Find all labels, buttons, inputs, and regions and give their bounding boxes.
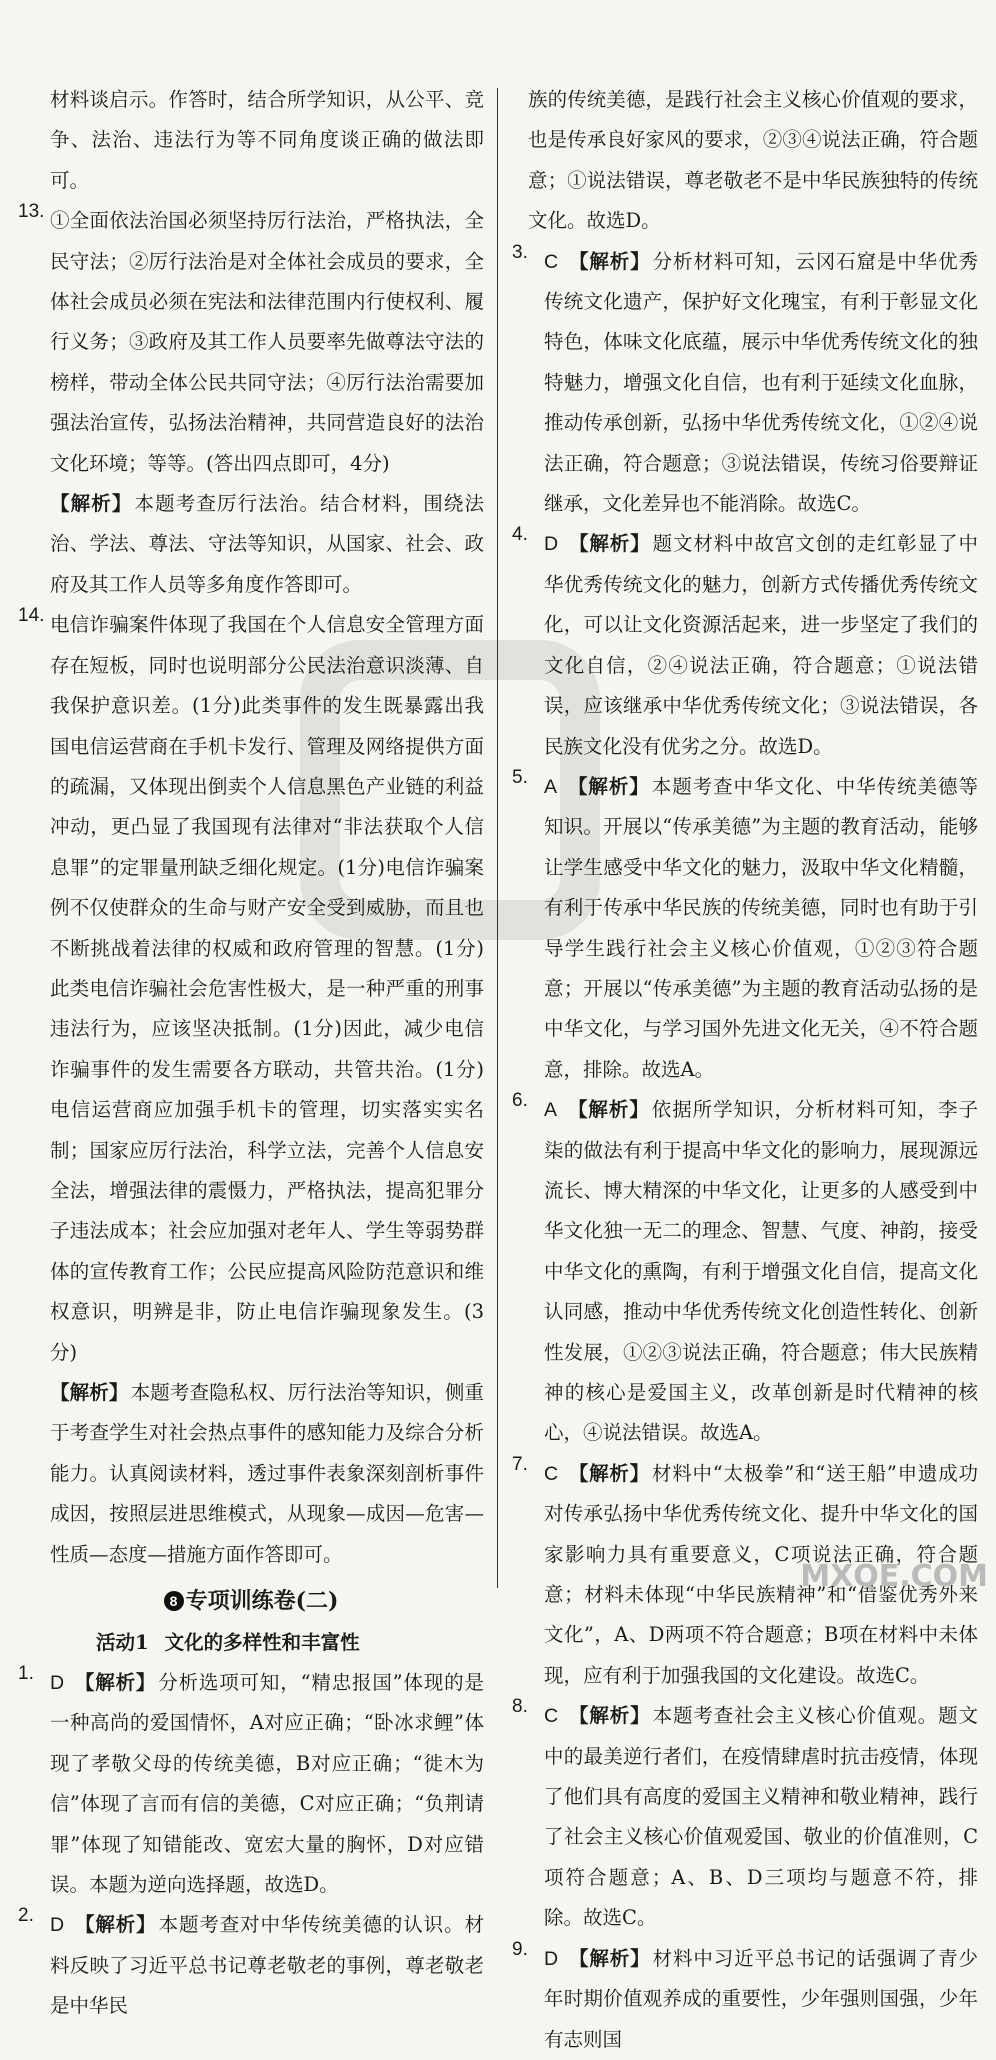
question-6 (512, 1090, 978, 1454)
analysis-tag: 【解析】 (567, 1098, 650, 1122)
question-2-continued: 族的传统美德，是践行社会主义核心价值观的要求，也是传承良好家风的要求，②③④说法正确，符合题意；①说法错误，尊老敬老不是中华民族独特的传统文化。故选D。 (528, 88, 978, 233)
answer-choice: A (544, 1099, 558, 1122)
question-number: 8. (512, 1696, 528, 1718)
analysis-text: 题文材料中故宫文创的走红彰显了中华优秀传统文化的魅力，创新方式传播优秀传统文化，可以让文化资源活起来，进一步坚定了我们的文化自信，②④说法正确，符合题意；①说法错误，应该继承中华优秀传统文化；③说法错误，各民族文化没有优劣之分。故选D。 (544, 532, 978, 758)
question-number: 9. (512, 1938, 528, 1960)
question-5 (512, 767, 978, 1090)
question-3 (512, 242, 978, 525)
analysis-tag: 【解析】 (568, 249, 651, 273)
site-watermark: MXQE.COM (800, 1559, 988, 1594)
question-number: 14. (18, 605, 45, 627)
answer-choice: D (50, 1914, 65, 1937)
answer-choice: C (544, 250, 559, 273)
activity-label: 活动1 (96, 1631, 149, 1655)
analysis-tag: 【解析】 (568, 1946, 651, 1970)
analysis-tag: 【解析】 (50, 1381, 129, 1404)
answer-choice: D (544, 1947, 559, 1970)
question-number: 13. (18, 201, 45, 223)
column-divider (497, 88, 498, 1588)
activity-title (18, 1623, 484, 1663)
analysis-tag: 【解析】 (568, 1704, 651, 1728)
analysis-text: 分析选项可知，“精忠报国”体现的是一种高尚的爱国情怀，A对应正确；“卧冰求鲤”体现了孝敬父母的传统美德，B对应正确；“徙木为信”体现了言而有信的美德，C对应正确；“负荆请罪”体现了知错能改、宽宏大量的胸怀，D对应错误。本题为逆向选择题，故选D。 (50, 1671, 484, 1897)
answer-choice: D (544, 533, 559, 556)
answer-choice: D (50, 1672, 65, 1695)
analysis-text: 材料中习近平总书记的话强调了青少年时期价值观养成的重要性，少年强则国强，少年有志则国 (544, 1946, 978, 2051)
analysis-tag: 【解析】 (74, 1913, 157, 1937)
analysis-text: 本题考查对中华传统美德的认识。材料反映了习近平总书记尊老敬老的事例，尊老敬老是中华民 (50, 1913, 484, 2018)
question-number: 5. (512, 766, 528, 788)
question-number: 3. (512, 241, 528, 263)
analysis-text: 本题考查隐私权、厉行法治等知识，侧重于考查学生对社会热点事件的感知能力及综合分析能力。认真阅读材料，透过事件表象深刻剖析事件成因，按照层进思维模式，从现象—成因—危害—性质—态度—措施方面作答即可。 (50, 1381, 484, 1566)
question-number: 1. (18, 1663, 34, 1685)
left-column (18, 80, 484, 2027)
question-8 (512, 1696, 978, 1938)
analysis-tag: 【解析】 (567, 774, 650, 798)
right-column (512, 80, 978, 2060)
analysis-tag: 【解析】 (50, 492, 133, 516)
question-13 (18, 201, 484, 605)
analysis-text: 本题考查社会主义核心价值观。题文中的最美逆行者们，在疫情肆虐时抗击疫情，体现了他们具有高度的爱国主义精神和敬业精神，践行了社会主义核心价值观爱国、敬业的价值准则，C项符合题意；A、B、D三项均与题意不符，排除。故选C。 (544, 1704, 978, 1930)
analysis-text: 本题考查中华文化、中华传统美德等知识。开展以“传承美德”为主题的教育活动，能够让学生感受中华文化的魅力，汲取中华文化精髓，有利于传承中华民族的传统美德，同时也有助于引导学生践行社会主义核心价值观，①②③符合题意；开展以“传承美德”为主题的教育活动弘扬的是中华文化，与学习国外先进文化无关，④不符合题意，排除。故选A。 (544, 774, 978, 1081)
question-2 (18, 1905, 484, 2026)
analysis-text: 材料中“太极拳”和“送王船”申遗成功对传承弘扬中华优秀传统文化、提升中华文化的国家影响力具有重要意义，C项说法正确，符合题意；材料未体现“中华民族精神”和“借鉴优秀外来文化”，A、D两项不符合题意；B项在材料中未体现，应有利于加强我国的文化建设。故选C。 (544, 1461, 978, 1687)
answer-text: 电信诈骗案件体现了我国在个人信息安全管理方面存在短板，同时也说明部分公民法治意识淡薄、自我保护意识差。(1分)此类事件的发生既暴露出我国电信运营商在手机卡发行、管理及网络提供方面的疏漏，又体现出倒卖个人信息黑色产业链的利益冲动，更凸显了我国现有法律对“非法获取个人信息罪”的定罪量刑缺乏细化规定。(1分)电信诈骗案例不仅使群众的生命与财产安全受到威胁，而且也不断挑战着法律的权威和政府管理的智慧。(1分)此类电信诈骗社会危害性极大，是一种严重的刑事违法行为，应该坚决抵制。(1分)因此，减少电信诈骗事件的发生需要各方联动，共管共治。(1分)电信运营商应加强手机卡的管理，切实落实实名制；国家应厉行法治，科学立法，完善个人信息安全法，增强法律的震慑力，严格执法，提高犯罪分子违法成本；社会应加强对老年人、学生等弱势群体的宣传教育工作；公民应提高风险防范意识和维权意识，明辨是非，防止电信诈骗现象发生。(3分) (50, 613, 484, 1364)
answer-choice: C (544, 1462, 559, 1485)
question-9 (512, 1939, 978, 2060)
section-title-text: 专项训练卷(二) (185, 1588, 339, 1615)
analysis-text: 依据所学知识，分析材料可知，李子柒的做法有利于提高中华文化的影响力，展现源远流长、博大精深的中华文化，让更多的人感受到中华文化独一无二的理念、智慧、气度、神韵，接受中华文化的熏陶，有利于增强文化自信，提高文化认同感，推动中华优秀传统文化创造性转化、创新性发展，①②③说法正确，符合题意；伟大民族精神的核心是爱国主义，改革创新是时代精神的核心，④说法错误。故选A。 (544, 1098, 978, 1445)
answer-choice: A (544, 775, 558, 798)
question-1 (18, 1663, 484, 1905)
answer-choice: C (544, 1705, 559, 1728)
question-14 (18, 605, 484, 1575)
question-number: 2. (18, 1905, 34, 1927)
intro-text: 材料谈启示。作答时，结合所学知识，从公平、竞争、法治、违法行为等不同角度谈正确的做法即可。 (50, 88, 484, 192)
question-number: 4. (512, 524, 528, 546)
analysis-tag: 【解析】 (568, 1461, 650, 1485)
question-number: 7. (512, 1453, 528, 1475)
question-4 (512, 524, 978, 766)
section-badge: 8 (164, 1591, 184, 1611)
analysis-tag: 【解析】 (568, 532, 651, 556)
activity-title-text: 文化的多样性和丰富性 (164, 1631, 360, 1655)
analysis-text: 分析材料可知，云冈石窟是中华优秀传统文化遗产，保护好文化瑰宝，有利于彰显文化特色，体味文化底蕴，展示中华优秀传统文化的独特魅力，增强文化自信，也有利于延续文化血脉，推动传承创新，弘扬中华优秀传统文化，①②④说法正确，符合题意；③说法错误，传统习俗要辩证继承，文化差异也不能消除。故选C。 (544, 249, 978, 516)
section-title (18, 1579, 484, 1623)
question-number: 6. (512, 1090, 528, 1112)
answer-text: ①全面依法治国必须坚持厉行法治，严格执法，全民守法；②厉行法治是对全体社会成员的要求，全体社会成员必须在宪法和法律范围内行使权利、履行义务；③政府及其工作人员要率先做尊法守法的榜样，带动全体公民共同守法；④厉行法治需要加强法治宣传，弘扬法治精神，共同营造良好的法治文化环境；等等。(答出四点即可，4分) (50, 209, 484, 475)
analysis-text: 本题考查厉行法治。结合材料，围绕法治、学法、尊法、守法等知识，从国家、社会、政府及其工作人员等多角度作答即可。 (50, 492, 484, 596)
analysis-tag: 【解析】 (74, 1671, 157, 1695)
